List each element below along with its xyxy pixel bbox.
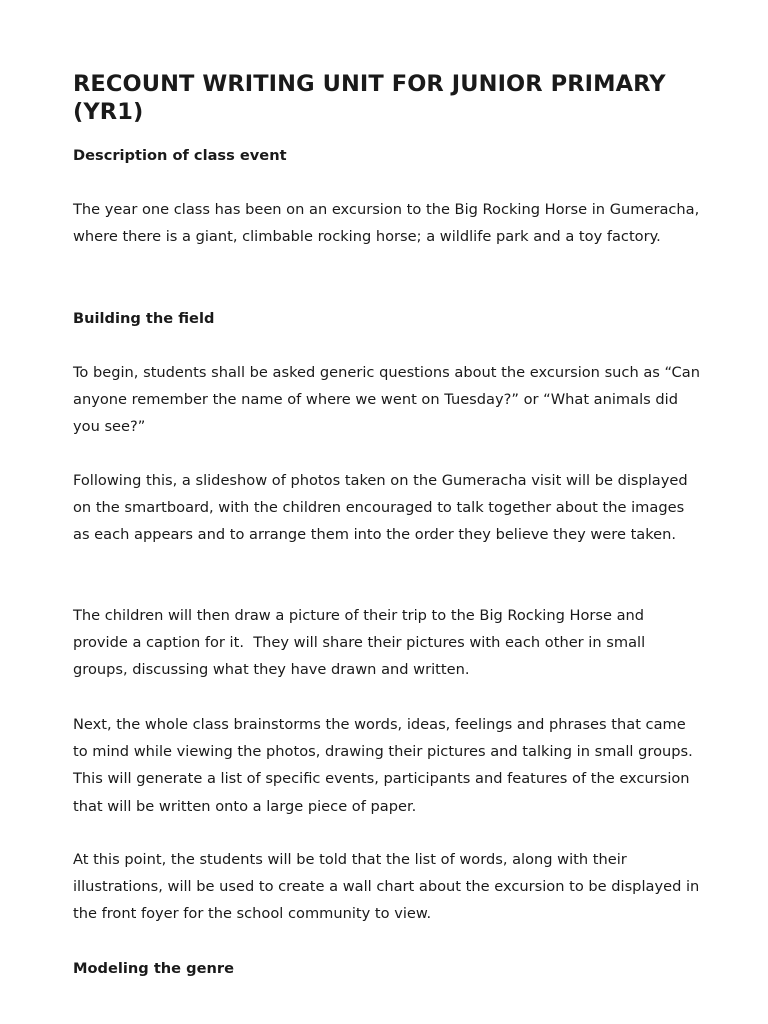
paragraph-draw-picture: The children will then draw a picture of their trip to the Big Rocking Horse and provide a caption for it. They will share their pictures with each other in small groups, discussing what they have drawn and written. — [73, 607, 650, 679]
document-title: RECOUNT WRITING UNIT FOR JUNIOR PRIMARY (YR1) — [73, 71, 666, 125]
section-heading-description: Description of class event — [73, 147, 287, 164]
paragraph-brainstorm: Next, the whole class brainstorms the words, ideas, feelings and phrases that came to mind while viewing the photos, drawing their pictures and talking in small groups. This will generate a list of specific events, participants and features of the excursion that will be written onto a large piece of paper. — [73, 716, 703, 815]
paragraph-wall-chart: At this point, the students will be told that the list of words, along with their illustrations, will be used to create a wall chart about the excursion to be displayed in the front foyer for the school community to view. — [73, 851, 704, 923]
section-heading-building-field: Building the field — [73, 310, 215, 327]
paragraph-slideshow: Following this, a slideshow of photos taken on the Gumeracha visit will be displayed on the smartboard, with the children encouraged to talk together about the images as each appears and to arrange them into the order they believe they were taken. — [73, 472, 693, 544]
paragraph-description: The year one class has been on an excursion to the Big Rocking Horse in Gumeracha, where there is a giant, climbable rocking horse; a wildlife park and a toy factory. — [73, 201, 704, 246]
document-page — [73, 70, 705, 977]
section-heading-modeling-genre: Modeling the genre — [73, 960, 234, 977]
paragraph-generic-questions: To begin, students shall be asked generic questions about the excursion such as “Can anyone remember the name of where we went on Tuesday?” or “What animals did you see?” — [73, 364, 705, 436]
